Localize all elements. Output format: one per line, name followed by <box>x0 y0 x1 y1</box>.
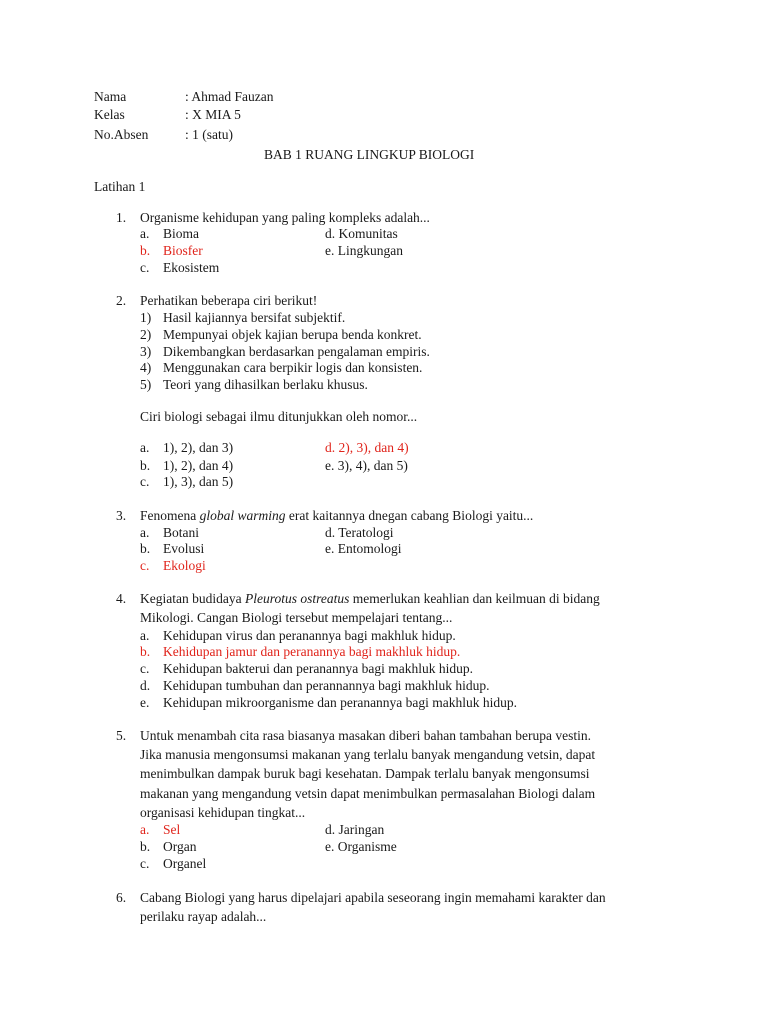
option-text: Ekosistem <box>163 260 220 275</box>
option-text: d. Komunitas <box>325 226 398 241</box>
option-letter-correct: b. <box>140 243 151 258</box>
question-text-line: menimbulkan dampak buruk bagi kesehatan. Dampak terlalu banyak mengonsumsi <box>140 766 590 781</box>
list-item-text: Dikembangkan berdasarkan pengalaman empiris. <box>163 344 430 359</box>
option-text: Kehidupan mikroorganisme dan peranannya bagi makhluk hidup. <box>163 695 518 710</box>
option-text: Evolusi <box>163 541 205 556</box>
option-text: Botani <box>163 525 199 540</box>
question-text: Kegiatan budidaya Pleurotus ostreatus memerlukan keahlian dan keilmuan di bidang <box>140 591 600 606</box>
question-text: Organisme kehidupan yang paling kompleks adalah... <box>140 210 430 225</box>
option-letter: a. <box>140 226 150 241</box>
option-text: 1), 3), dan 5) <box>163 474 234 489</box>
question-text-line: Jika manusia mengonsumsi makanan yang terlalu banyak mengandung vetsin, dapat <box>140 747 596 762</box>
question-number: 4. <box>116 591 127 606</box>
question-text-line: Mikologi. Cangan Biologi tersebut mempelajari tentang... <box>140 610 453 625</box>
option-letter-correct: b. <box>140 644 151 659</box>
option-text: Bioma <box>163 226 199 241</box>
option-text-correct: Sel <box>163 822 181 837</box>
list-item-text: Teori yang dihasilkan berlaku khusus. <box>163 377 368 392</box>
option-text-correct: Kehidupan jamur dan peranannya bagi makhluk hidup. <box>163 644 461 659</box>
question-number: 5. <box>116 728 127 743</box>
option-letter-correct: a. <box>140 822 150 837</box>
option-text-correct: Biosfer <box>163 243 203 258</box>
question-text: Fenomena global warming erat kaitannya dnegan cabang Biologi yaitu... <box>140 508 534 523</box>
option-text: e. Entomologi <box>325 541 402 556</box>
option-text: 1), 2), dan 4) <box>163 458 234 473</box>
list-item-number: 3) <box>140 344 152 359</box>
question-text-line: perilaku rayap adalah... <box>140 909 267 924</box>
value-nama: : Ahmad Fauzan <box>185 89 274 104</box>
option-letter: a. <box>140 525 150 540</box>
question-text-line: makanan yang mengandung vetsin dapat menimbulkan permasalahan Biologi dalam <box>140 786 596 801</box>
label-nama: Nama <box>94 89 127 104</box>
option-text: Organ <box>163 839 197 854</box>
list-item-number: 5) <box>140 377 152 392</box>
list-item-number: 2) <box>140 327 152 342</box>
option-letter: c. <box>140 260 150 275</box>
option-letter: a. <box>140 440 150 455</box>
list-item-text: Menggunakan cara berpikir logis dan konsisten. <box>163 360 423 375</box>
option-letter: b. <box>140 458 151 473</box>
question-number: 6. <box>116 890 127 905</box>
option-letter: c. <box>140 661 150 676</box>
option-text: 1), 2), dan 3) <box>163 440 234 455</box>
option-letter: e. <box>140 695 150 710</box>
question-prompt: Ciri biologi sebagai ilmu ditunjukkan oleh nomor... <box>140 409 418 424</box>
list-item-text: Hasil kajiannya bersifat subjektif. <box>163 310 346 325</box>
option-letter: d. <box>140 678 151 693</box>
value-absen: : 1 (satu) <box>185 127 233 142</box>
option-text: d. Teratologi <box>325 525 394 540</box>
question-text-line: organisasi kehidupan tingkat... <box>140 805 306 820</box>
question-text-line: Cabang Biologi yang harus dipelajari apabila seseorang ingin memahami karakter dan <box>140 890 606 905</box>
option-text: Organel <box>163 856 207 871</box>
option-text: e. 3), 4), dan 5) <box>325 458 408 473</box>
option-text: e. Lingkungan <box>325 243 403 258</box>
option-letter-correct: c. <box>140 558 150 573</box>
option-text: Kehidupan bakterui dan peranannya bagi makhluk hidup. <box>163 661 474 676</box>
option-letter: b. <box>140 541 151 556</box>
value-kelas: : X MIA 5 <box>185 107 241 122</box>
option-text-correct: d. 2), 3), dan 4) <box>325 440 409 455</box>
section-title: Latihan 1 <box>94 179 146 194</box>
list-item-number: 4) <box>140 360 152 375</box>
option-text: e. Organisme <box>325 839 397 854</box>
question-number: 2. <box>116 293 127 308</box>
question-number: 3. <box>116 508 127 523</box>
option-text: Kehidupan virus dan peranannya bagi makhluk hidup. <box>163 628 456 643</box>
option-letter: a. <box>140 628 150 643</box>
option-text: Kehidupan tumbuhan dan perannannya bagi makhluk hidup. <box>163 678 490 693</box>
label-kelas: Kelas <box>94 107 125 122</box>
page-title: BAB 1 RUANG LINGKUP BIOLOGI <box>264 147 475 162</box>
option-letter: c. <box>140 474 150 489</box>
list-item-text: Mempunyai objek kajian berupa benda konkret. <box>163 327 422 342</box>
label-absen: No.Absen <box>94 127 149 142</box>
option-letter: c. <box>140 856 150 871</box>
option-letter: b. <box>140 839 151 854</box>
list-item-number: 1) <box>140 310 152 325</box>
question-text-line: Untuk menambah cita rasa biasanya masakan diberi bahan tambahan berupa vestin. <box>140 728 591 743</box>
option-text: d. Jaringan <box>325 822 385 837</box>
question-text: Perhatikan beberapa ciri berikut! <box>140 293 318 308</box>
question-number: 1. <box>116 210 127 225</box>
option-text-correct: Ekologi <box>163 558 206 573</box>
